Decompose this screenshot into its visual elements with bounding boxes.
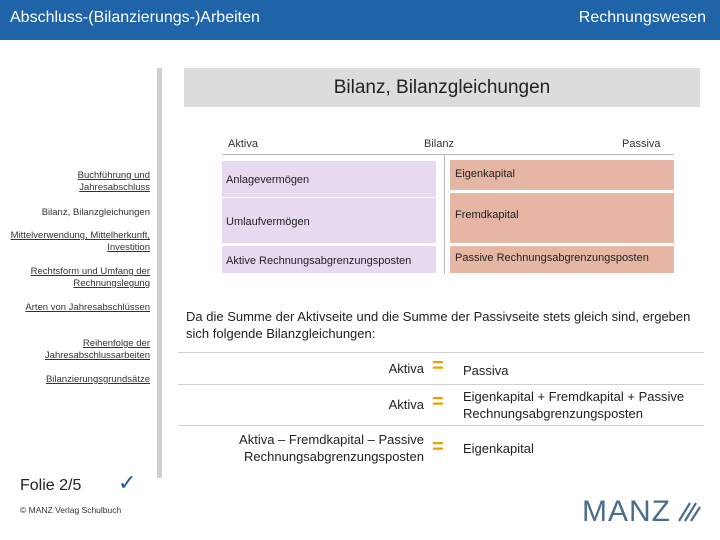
nav-item-bilanz[interactable]: Bilanz, Bilanzgleichungen [41,207,150,218]
header-bar [0,0,720,40]
nav-item-reihenfolge[interactable]: Reihenfolge der Jahresabschlussarbeiten [44,338,150,361]
liab-passive-rap: Passive Rechnungsabgrenzungsposten [450,246,674,273]
liab-eigenkapital: Eigenkapital [450,160,674,190]
header-subject: Rechnungswesen [578,9,706,26]
asset-aktive-rap: Aktive Rechnungsabgrenzungsposten [222,246,436,273]
nav-item-grundsaetze[interactable]: Bilanzierungsgrundsätze [45,374,150,385]
page-title: Bilanz, Bilanzgleichungen [184,68,700,107]
bilanz-center-line [444,154,445,274]
bilanz-top-line [222,154,674,155]
equation-1-left: Aktiva [388,361,424,376]
nav-item-arten[interactable]: Arten von Jahresabschlüssen [25,302,150,313]
bilanz-header: Bilanz [424,138,454,150]
slide-number: Folie 2/5 [20,477,82,494]
equation-3-right: Eigenkapital [463,441,534,456]
separator-1 [178,352,704,353]
nav-divider [157,68,162,478]
equation-2-right: Eigenkapital + Fremdkapital + Passive Rechnungsabgrenzungsposten [463,389,685,421]
asset-umlaufvermoegen: Umlaufvermögen [222,198,436,243]
equation-1-right: Passiva [463,363,509,378]
nav-item-mittelverwendung[interactable]: Mittelverwendung, Mittelherkunft, Investition [10,230,150,253]
equation-2-left: Aktiva [388,397,424,412]
nav-item-buchfuehrung[interactable]: Buchführung und Jahresabschluss [77,170,150,193]
statement-text: Da die Summe der Aktivseite und die Summe der Passivseite stets gleich sind, ergeben sich folgende Bilanzgleichungen: [186,309,691,341]
header-title: Abschluss-(Bilanzierungs-)Arbeiten [10,9,260,26]
asset-anlagevermoegen: Anlagevermögen [222,161,436,197]
manz-logo-mark-icon [676,499,702,523]
copyright-text: © MANZ Verlag Schulbuch [20,505,122,515]
equation-3-equals: = [432,436,444,458]
equation-2-equals: = [432,391,444,413]
liab-fremdkapital: Fremdkapital [450,193,674,243]
equation-1-equals: = [432,355,444,377]
passiva-header: Passiva [622,138,661,150]
checkmark-icon: ✓ [118,470,137,495]
separator-3 [178,425,704,426]
nav-item-rechtsform[interactable]: Rechtsform und Umfang der Rechnungslegung [30,266,150,289]
aktiva-header: Aktiva [228,138,258,150]
manz-logo: MANZ [582,495,671,528]
equation-3-left: Aktiva – Fremdkapital – Passive Rechnungsabgrenzungsposten [239,432,424,464]
separator-2 [178,384,704,385]
